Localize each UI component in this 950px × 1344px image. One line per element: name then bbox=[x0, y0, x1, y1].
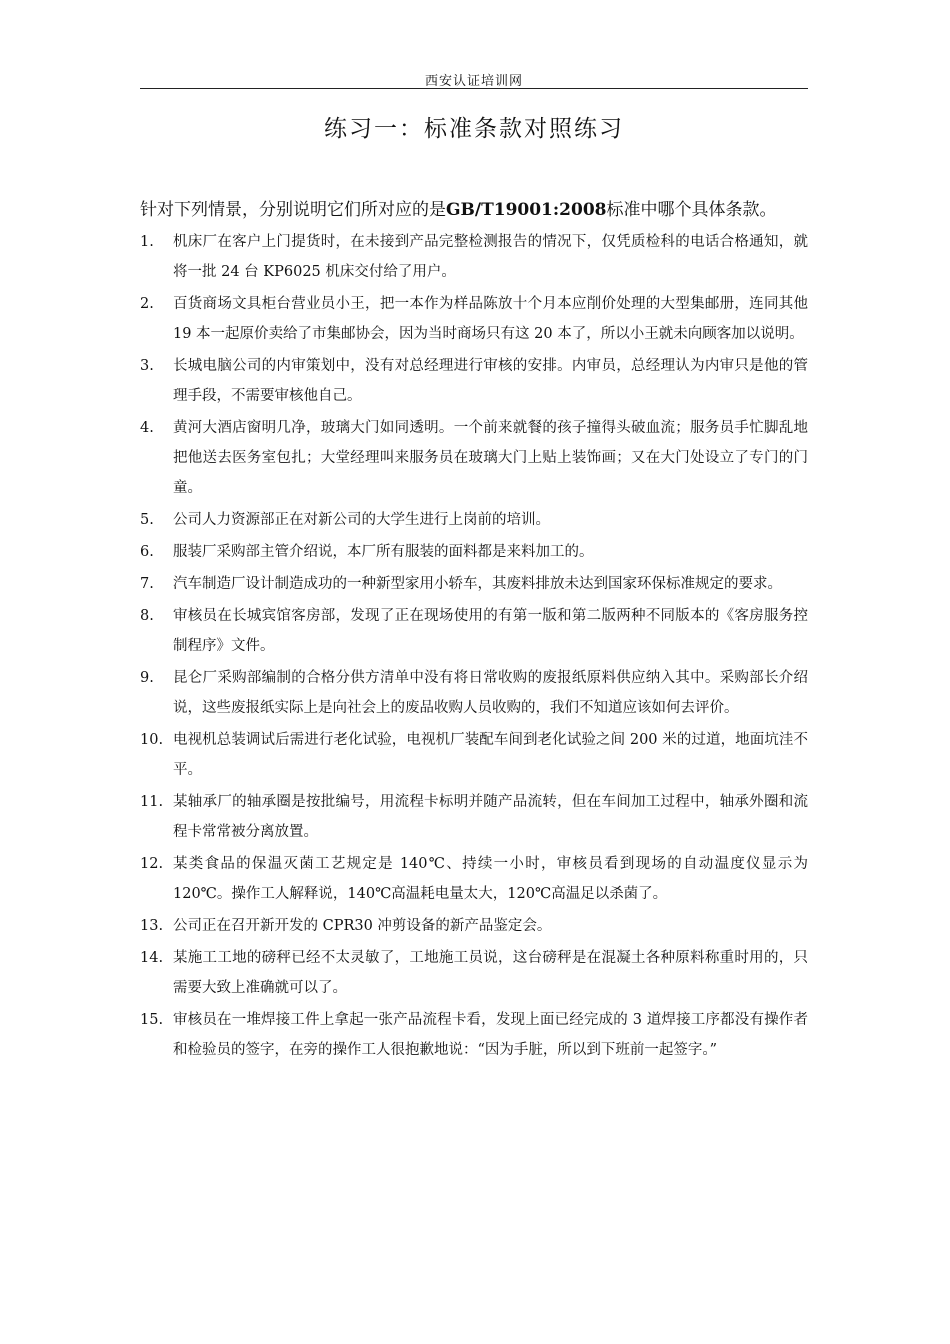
item-text: 昆仑厂采购部编制的合格分供方清单中没有将日常收购的废报纸原料供应纳入其中。采购部长介绍说，这些废报纸实际上是向社会上的废品收购人员收购的，我们不知道应该如何去评价。 bbox=[173, 670, 808, 716]
item-number: 11. bbox=[140, 794, 164, 810]
item-number: 2. bbox=[140, 296, 154, 312]
item-text: 汽车制造厂设计制造成功的一种新型家用小轿车，其废料排放未达到国家环保标准规定的要求。 bbox=[173, 576, 782, 592]
item-number: 9. bbox=[140, 670, 154, 686]
item-number: 4. bbox=[140, 420, 154, 436]
page-title: 练习一：标准条款对照练习 bbox=[324, 116, 624, 142]
standard-code: GB/T19001:2008 bbox=[446, 200, 607, 220]
list-item bbox=[140, 1005, 808, 1065]
list-item bbox=[140, 351, 808, 411]
page-header: 西安认证培训网 bbox=[424, 74, 523, 89]
list-item bbox=[140, 911, 808, 941]
item-text: 电视机总装调试后需进行老化试验，电视机厂装配车间到老化试验之间 200 米的过道，地面坑洼不平。 bbox=[173, 732, 808, 778]
item-number: 3. bbox=[140, 358, 154, 374]
list-item bbox=[140, 227, 808, 287]
item-text: 审核员在一堆焊接工件上拿起一张产品流程卡看，发现上面已经完成的 3 道焊接工序都没有操作者和检验员的签字，在旁的操作工人很抱歉地说：“因为手脏，所以到下班前一起签字。” bbox=[173, 1012, 808, 1058]
item-number: 8. bbox=[140, 608, 154, 624]
list-item bbox=[140, 601, 808, 661]
item-text: 某施工工地的磅秤已经不太灵敏了，工地施工员说，这台磅秤是在混凝土各种原料称重时用的，只需要大致上准确就可以了。 bbox=[173, 950, 808, 996]
exercise-list bbox=[140, 227, 808, 1067]
list-item bbox=[140, 725, 808, 785]
item-number: 7. bbox=[140, 576, 154, 592]
item-text: 黄河大酒店窗明几净，玻璃大门如同透明。一个前来就餐的孩子撞得头破血流；服务员手忙脚乱地把他送去医务室包扎；大堂经理叫来服务员在玻璃大门上贴上装饰画；又在大门处设立了专门的门童。 bbox=[173, 420, 808, 496]
item-number: 12. bbox=[140, 856, 164, 872]
list-item bbox=[140, 787, 808, 847]
item-number: 13. bbox=[140, 918, 164, 934]
item-text: 公司人力资源部正在对新公司的大学生进行上岗前的培训。 bbox=[173, 512, 550, 528]
item-text: 服装厂采购部主管介绍说，本厂所有服装的面料都是来料加工的。 bbox=[173, 544, 594, 560]
list-item bbox=[140, 289, 808, 349]
list-item bbox=[140, 413, 808, 503]
list-item bbox=[140, 849, 808, 909]
item-text: 某轴承厂的轴承圈是按批编号，用流程卡标明并随产品流转，但在车间加工过程中，轴承外圈和流程卡常常被分离放置。 bbox=[173, 794, 808, 840]
item-text: 公司正在召开新开发的 CPR30 冲剪设备的新产品鉴定会。 bbox=[173, 918, 552, 934]
list-item bbox=[140, 537, 808, 567]
intro-text-before: 针对下列情景，分别说明它们所对应的是 bbox=[140, 200, 446, 220]
intro-paragraph bbox=[140, 195, 808, 220]
item-number: 15. bbox=[140, 1012, 164, 1028]
item-text: 机床厂在客户上门提货时，在未接到产品完整检测报告的情况下，仅凭质检科的电话合格通知，就将一批 24 台 KP6025 机床交付给了用户。 bbox=[173, 234, 808, 280]
list-item bbox=[140, 505, 808, 535]
item-number: 10. bbox=[140, 732, 164, 748]
list-item bbox=[140, 943, 808, 1003]
header-divider bbox=[140, 88, 808, 89]
item-number: 14. bbox=[140, 950, 164, 966]
item-text: 某类食品的保温灭菌工艺规定是 140℃、持续一小时，审核员看到现场的自动温度仪显示为 120℃。操作工人解释说，140℃高温耗电量太大，120℃高温足以杀菌了。 bbox=[173, 856, 808, 902]
item-text: 审核员在长城宾馆客房部，发现了正在现场使用的有第一版和第二版两种不同版本的《客房服务控制程序》文件。 bbox=[173, 608, 808, 654]
item-number: 6. bbox=[140, 544, 154, 560]
intro-text-after: 标准中哪个具体条款。 bbox=[606, 200, 777, 220]
item-number: 1. bbox=[140, 234, 154, 250]
list-item bbox=[140, 569, 808, 599]
item-text: 百货商场文具柜台营业员小王，把一本作为样品陈放十个月本应削价处理的大型集邮册，连同其他 19 本一起原价卖给了市集邮协会，因为当时商场只有这 20 本了，所以小王就未向顾客加以说明。 bbox=[173, 296, 808, 342]
item-number: 5. bbox=[140, 512, 154, 528]
list-item bbox=[140, 663, 808, 723]
item-text: 长城电脑公司的内审策划中，没有对总经理进行审核的安排。内审员，总经理认为内审只是他的管理手段，不需要审核他自己。 bbox=[173, 358, 808, 404]
